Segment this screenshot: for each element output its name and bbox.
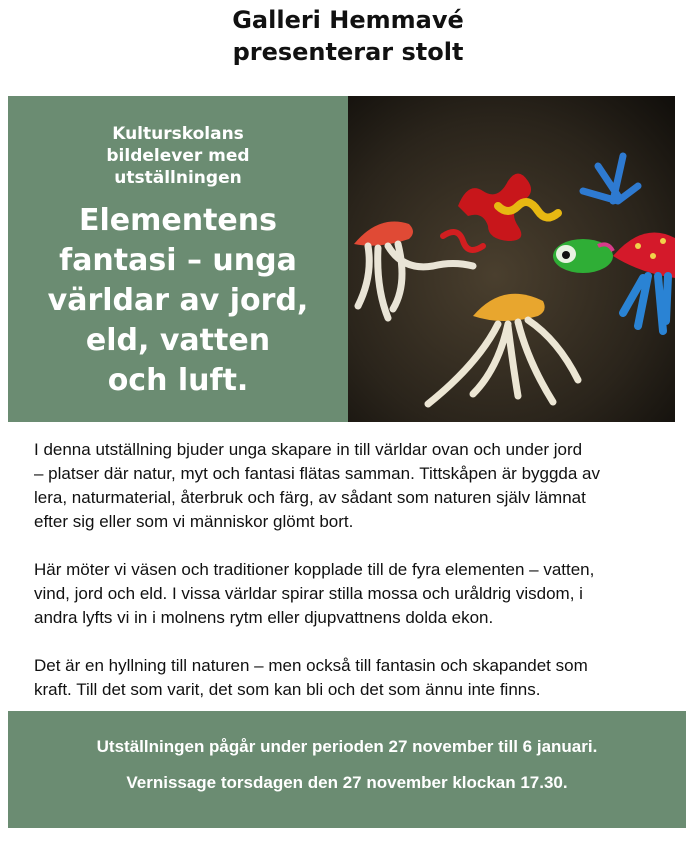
hero-subtitle-line: bildelever med [106, 146, 250, 166]
description-line: lera, naturmaterial, återbruk och färg, av sådant som naturen själv lämnat [34, 488, 586, 507]
description-line: vind, jord och eld. I vissa världar spirar stilla mossa och uråldrig visdom, i [34, 584, 583, 603]
hero-text-panel [8, 96, 348, 422]
description-paragraph [34, 654, 674, 702]
exhibition-dates-banner [8, 711, 686, 828]
exhibition-title [8, 201, 348, 401]
exhibition-title-line: Elementens [79, 203, 277, 238]
header-line-2: presenterar stolt [232, 38, 464, 66]
exhibition-period: Utställningen pågår under perioden 27 november till 6 januari. [96, 737, 598, 756]
exhibition-title-line: fantasi – unga [59, 243, 297, 278]
description-line: kraft. Till det som varit, det som kan bli och det som ännu inte finns. [34, 680, 541, 699]
vernissage-info: Vernissage torsdagen den 27 november klockan 17.30. [126, 773, 568, 792]
exhibition-title-line: världar av jord, [47, 283, 309, 318]
description-line: I denna utställning bjuder unga skapare in till världar ovan och under jord [34, 440, 583, 459]
gallery-header [0, 4, 696, 68]
exhibition-description [34, 438, 674, 726]
header-line-1: Galleri Hemmavé [232, 6, 464, 34]
exhibition-title-line: och luft. [107, 363, 249, 398]
hero-subtitle-line: Kulturskolans [112, 124, 244, 144]
hero-banner [8, 96, 675, 422]
exhibition-title-line: eld, vatten [85, 323, 271, 358]
description-line: – platser där natur, myt och fantasi flätas samman. Tittskåpen är byggda av [34, 464, 601, 483]
description-line: Det är en hyllning till naturen – men också till fantasin och skapandet som [34, 656, 588, 675]
hero-subtitle [8, 123, 348, 189]
hero-subtitle-line: utställningen [114, 168, 242, 188]
description-line: andra lyfts vi in i molnens rytm eller djupvattnens dolda ekon. [34, 608, 494, 627]
description-line: Här möter vi väsen och traditioner kopplade till de fyra elementen – vatten, [34, 560, 595, 579]
description-line: efter sig eller som vi människor glömt bort. [34, 512, 354, 531]
description-paragraph [34, 558, 674, 630]
description-paragraph [34, 438, 674, 534]
paper-sculptures-photo [348, 96, 675, 422]
